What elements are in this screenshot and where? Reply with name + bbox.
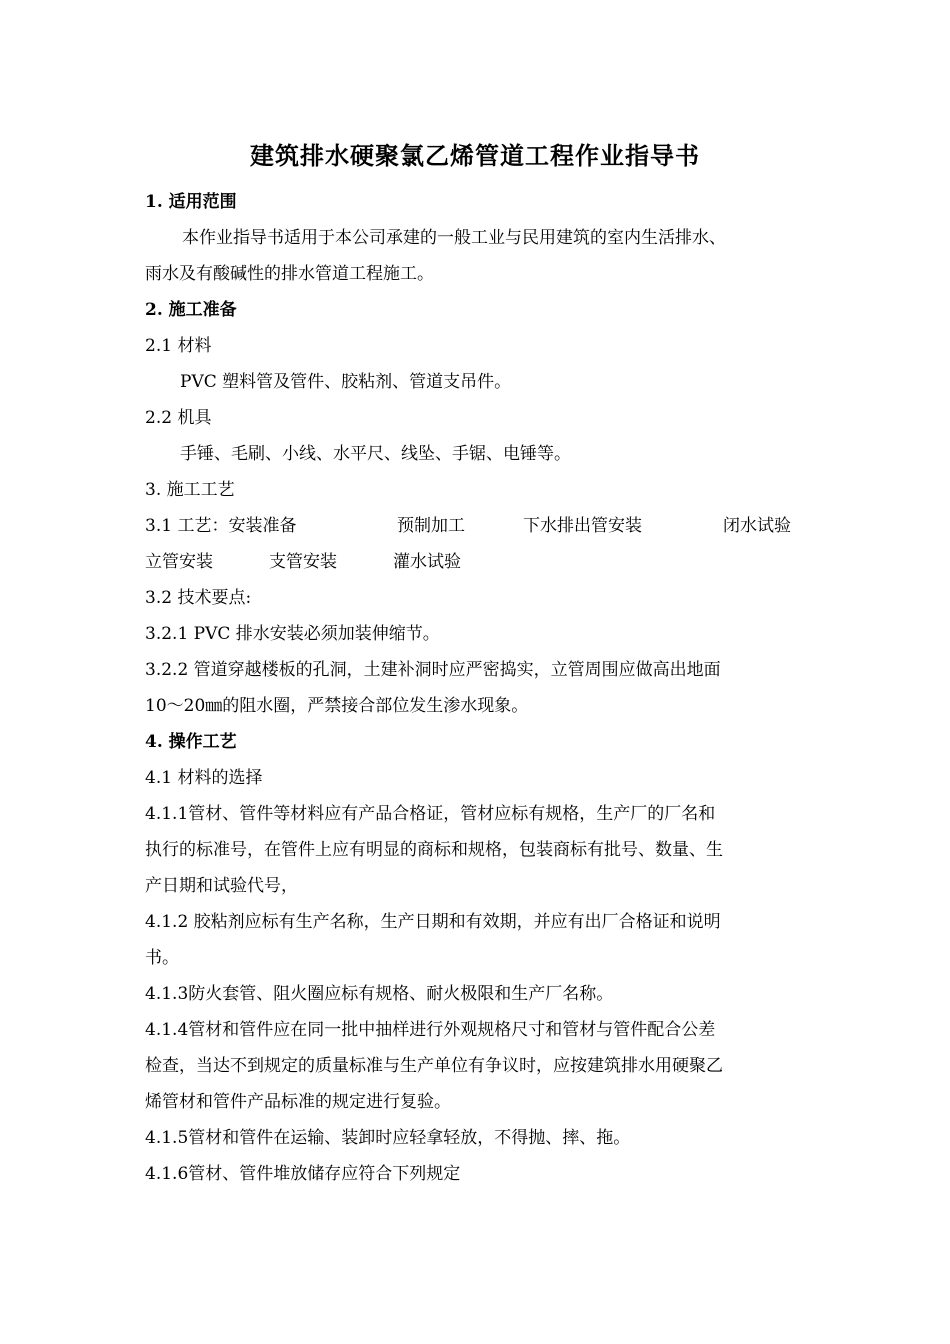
process-step: 下水排出管安装 xyxy=(523,516,642,536)
process-step: 闭水试验 xyxy=(723,516,791,536)
paragraph-line: 本作业指导书适用于本公司承建的一般工业与民用建筑的室内生活排水、 xyxy=(182,228,726,248)
subsection-heading: 2.1 材料 xyxy=(145,336,212,356)
process-step: 预制加工 xyxy=(397,516,465,536)
paragraph-line: 3.2.1 PVC 排水安装必须加装伸缩节。 xyxy=(145,624,440,644)
section-heading-preparation: 2. 施工准备 xyxy=(145,300,237,320)
paragraph-line: 4.1.1管材、管件等材料应有产品合格证，管材应标有规格，生产厂的厂名和 xyxy=(145,804,716,824)
paragraph-line: 4.1.4管材和管件应在同一批中抽样进行外观规格尺寸和管材与管件配合公差 xyxy=(145,1020,716,1040)
subsection-heading: 3.2 技术要点: xyxy=(145,588,252,608)
paragraph-line: 10～20㎜的阻水圈，严禁接合部位发生渗水现象。 xyxy=(145,696,529,716)
process-step: 灌水试验 xyxy=(393,552,461,572)
paragraph-line: 产日期和试验代号， xyxy=(145,876,298,896)
subsection-heading: 2.2 机具 xyxy=(145,408,212,428)
paragraph-line: 书。 xyxy=(145,948,179,968)
paragraph-line: 手锤、毛刷、小线、水平尺、线坠、手锯、电锤等。 xyxy=(180,444,571,464)
paragraph-line: 雨水及有酸碱性的排水管道工程施工。 xyxy=(145,264,434,284)
paragraph-line: 3.2.2 管道穿越楼板的孔洞，土建补洞时应严密捣实，立管周围应做高出地面 xyxy=(145,660,721,680)
paragraph-line: 4.1.6管材、管件堆放储存应符合下列规定 xyxy=(145,1164,461,1184)
process-flow-row-2 xyxy=(145,551,545,573)
subsection-heading: 4.1 材料的选择 xyxy=(145,768,263,788)
process-step: 立管安装 xyxy=(145,552,213,572)
paragraph-line: PVC 塑料管及管件、胶粘剂、管道支吊件。 xyxy=(180,372,512,392)
section-heading-scope: 1. 适用范围 xyxy=(145,192,237,212)
document-title: 建筑排水硬聚氯乙烯管道工程作业指导书 xyxy=(250,141,700,170)
process-step: 支管安装 xyxy=(269,552,337,572)
paragraph-line: 4.1.2 胶粘剂应标有生产名称，生产日期和有效期，并应有出厂合格证和说明 xyxy=(145,912,721,932)
process-flow-row-1 xyxy=(145,515,810,537)
paragraph-line: 4.1.3防火套管、阻火圈应标有规格、耐火极限和生产厂名称。 xyxy=(145,984,614,1004)
section-heading-operation: 4. 操作工艺 xyxy=(145,732,237,752)
section-heading-process: 3. 施工工艺 xyxy=(145,480,235,500)
paragraph-line: 烯管材和管件产品标准的规定进行复验。 xyxy=(145,1092,451,1112)
paragraph-line: 4.1.5管材和管件在运输、装卸时应轻拿轻放，不得抛、摔、拖。 xyxy=(145,1128,631,1148)
paragraph-line: 执行的标准号，在管件上应有明显的商标和规格，包装商标有批号、数量、生 xyxy=(145,840,723,860)
paragraph-line: 检查，当达不到规定的质量标准与生产单位有争议时，应按建筑排水用硬聚乙 xyxy=(145,1056,723,1076)
process-step: 3.1 工艺：安装准备 xyxy=(145,516,297,536)
